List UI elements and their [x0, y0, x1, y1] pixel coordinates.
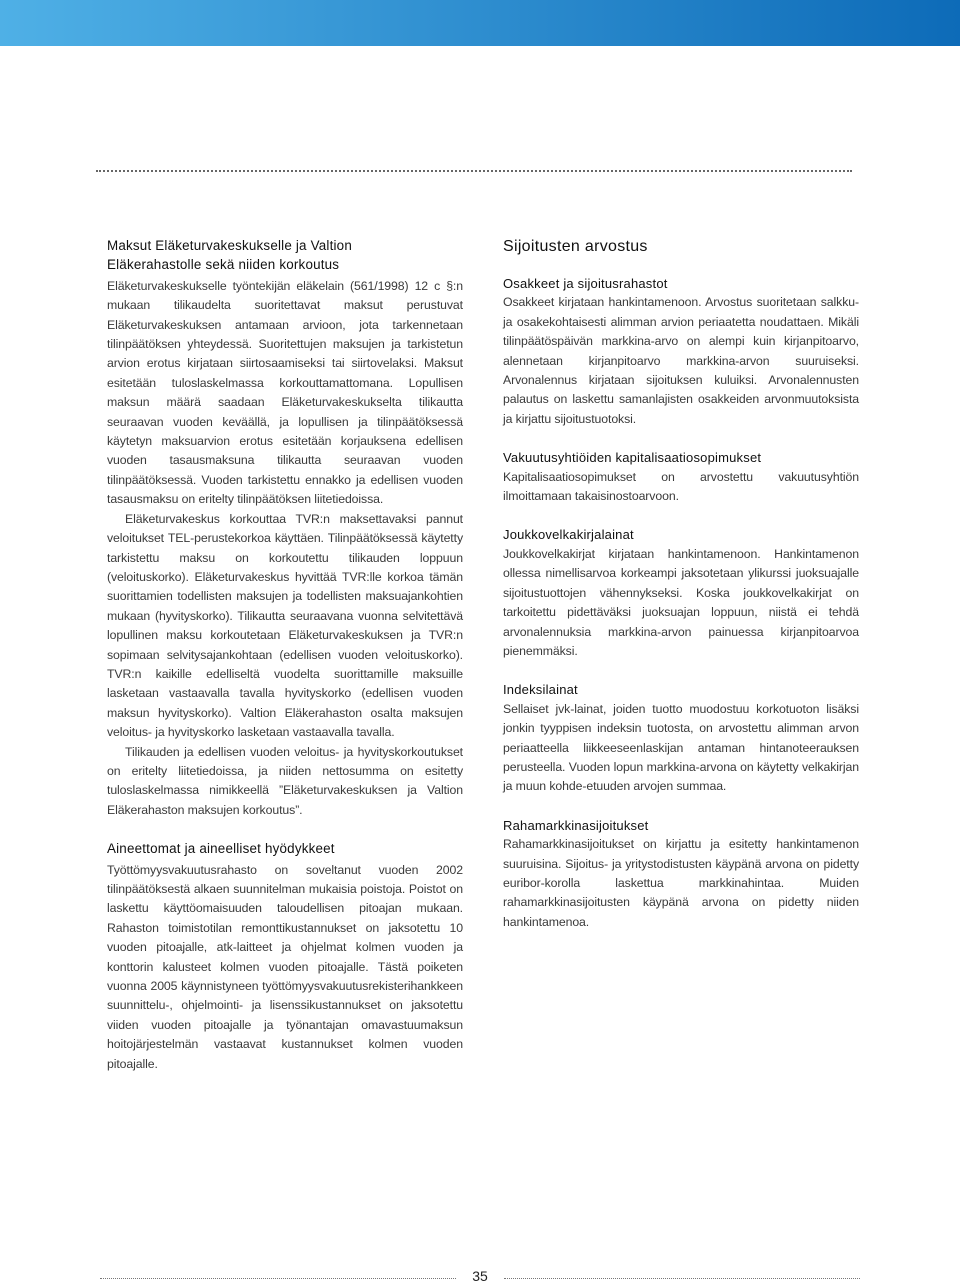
subsection-title-joukkovelkakirjat: Joukkovelkakirjalainat — [503, 527, 634, 543]
subsection-title-rahamarkkina: Rahamarkkinasijoitukset — [503, 817, 649, 833]
paragraph-hyodykkeet: Työttömyysvakuutusrahasto on soveltanut vuoden 2002 tilinpäätöksestä alkaen suunnitelman mukaisia poistoja. Poistot on laskettu käyttöomaisuuden taloudellisen pitoajan mukaan. Rahaston toimistotilan remonttikustannukset on jaksotettu 10 vuoden pitoajalle, atk-laitteet ja ohjelmat kolmen vuoden ja konttorin kalusteet kolmen vuoden pitoajalle. Tästä poiketen vuonna 2005 käynnistyneen työttömyysvakuutusrekisterihankkeen suunnittelu-, ohjelmointi- ja lisenssikustannukset on jaksotettu viiden vuoden pitoajalle ja työnantajan omavastuumaksun hoitojärjestelmän vastaavat kustannukset kolmen vuoden pitoajalle. — [107, 862, 463, 1071]
section-title-line-2: Eläkerahastolle sekä niiden korkoutus — [107, 257, 340, 273]
right-column — [503, 236, 859, 932]
paragraph-joukkovelkakirjat: Joukkovelkakirjat kirjataan hankintamenoon. Hankintamenon ollessa nimellisarvoa korkeampi jaksotetaan ylikurssi juoksuajalle sijoitustuottojen vähennykseksi. Koska joukkovelkakirjat on tarkoitettu pidettäväksi juoksuajan loppuun, niistä ei tehdä arvonalennuksia markkina-arvon painuessa kirjanpitoarvoa pienemmäksi. — [503, 546, 859, 658]
paragraph-kapitalisaatio: Kapitalisaatiosopimukset on arvostettu vakuutusyhtiön ilmoittamaan takaisinostoarvoon. — [503, 469, 859, 504]
header-dotted-rule — [96, 170, 852, 172]
left-column — [107, 236, 463, 1074]
subsection-title-indeksilainat: Indeksilainat — [503, 682, 578, 698]
paragraph-maksut-3: Tilikauden ja edellisen vuoden veloitus- ja hyvityskorkoutukset on eritelty liitetiedoissa, ja niiden nettosumma on esitetty tuloslaskelmassa nimikkeellä ”Eläketurvakeskuksen ja Valtion Eläkerahaston maksujen korkoutus”. — [107, 744, 463, 817]
section-title-maksut — [107, 236, 463, 275]
paragraph-osakkeet: Osakkeet kirjataan hankintamenoon. Arvostus suoritetaan salkku- ja osakekohtaisesti alimman arvion periaatetta noudattaen. Mikäli tilinpäätöspäivän markkina-arvo on alempi kuin kirjanpitoarvo, alennetaan kirjanpitoarvo markkina-arvon suuruiseksi. Arvonalennus kirjataan sijoituksen kuluiksi. Arvonalennusten palautus on laskettu samanlajisten osakkeiden arvonmuutoksista ja kirjattu sijoitustuotoksi. — [503, 295, 859, 426]
paragraph-rahamarkkina: Rahamarkkinasijoitukset on kirjattu ja esitetty hankintamenon suuruisina. Sijoitus- ja yritystodistusten käypänä arvona on pidetty euribor-korolla laskettua markkinahintaa. Muiden rahamarkkinasijoitusten käypänä arvona on pidetty niiden hankintamenoa. — [503, 837, 859, 929]
footer-rule-right — [504, 1278, 860, 1279]
paragraph-maksut-1: Eläketurvakeskukselle työntekijän eläkelain (561/1998) 12 c §:n mukaan tilikaudelta suoritettavat maksut perustuvat Eläketurvakeskuksen antamaan arvioon, jota tarkennetaan tilinpäätöksen yhteydessä. Suoritettujen maksujen ja tarkistetun arvion erotus kirjataan siirtosaamiseksi tai siirtovelaksi. Maksut esitetään tuloslaskelmassa korkouttamattomana. Lopullisen maksun määrä saadaan Eläketurvakeskukselta tilikautta seuraavan vuoden keväällä, ja lopullisen ja tilinpäätöksessä käytetyn maksuarvion erotus esitetään korjauksena edellisen vuoden tasausmaksuna tilikautta seuraavan vuoden tilinpäätöksessä. Vuoden tarkistettu ennakko ja edellisen vuoden tasausmaksu on eritelty tilinpäätöksen liitetiedoissa. — [107, 278, 463, 507]
page-number: 35 — [472, 1268, 488, 1284]
subsection-title-osakkeet: Osakkeet ja sijoitusrahastot — [503, 276, 668, 291]
top-color-band — [0, 0, 960, 46]
paragraph-indeksilainat: Sellaiset jvk-lainat, joiden tuotto muodostuu korkotuoton lisäksi jonkin tyyppisen indeksin tuotosta, on arvostettu alimman arvon periaatteella liikkeeseenlaskijan antaman hintanoteerauksen perusteella. Vuoden lopun markkina-arvona on käytetty velkakirjan ja muun kohde-etuuden arvojen summaa. — [503, 701, 859, 794]
main-title-sijoitusten-arvostus: Sijoitusten arvostus — [503, 238, 648, 255]
section-title-line-1: Maksut Eläketurvakeskukselle ja Valtion — [107, 238, 352, 253]
footer-rule-left — [100, 1278, 456, 1279]
subsection-title-kapitalisaatio: Vakuutusyhtiöiden kapitalisaatiosopimukset — [503, 450, 762, 466]
section-title-hyodykkeet: Aineettomat ja aineelliset hyödykkeet — [107, 841, 335, 857]
paragraph-maksut-2: Eläketurvakeskus korkouttaa TVR:n maksettavaksi pannut veloitukset TEL-perustekorkoa käyttäen. Tilinpäätöksessä käytetty tarkistettu maksu on korkoutettu tilikauden loppuun (veloituskorko). Eläketurvakeskus hyvittää TVR:lle korkoa tämän suorittamien todellisten maksujen ja todellisten maksuajankohtien mukaan (hyvityskorko). Tilikautta seuraavana vuonna selvitettävä lopullinen maksu korkoutetaan Eläketurvakeskuksen ja TVR:n sopimaan selvitysajankohtaan (edellisen vuoden veloituskorko). TVR:n kaikille edelliseltä vuodelta suorittamille maksuille lasketaan vastaavalla tavalla hyvityskorko (edellisen vuoden maksun hyvityskorko). Valtion Eläkerahaston osalta maksujen veloitus- ja hyvityskorko lasketaan vastaavalla tavalla. — [107, 511, 463, 740]
